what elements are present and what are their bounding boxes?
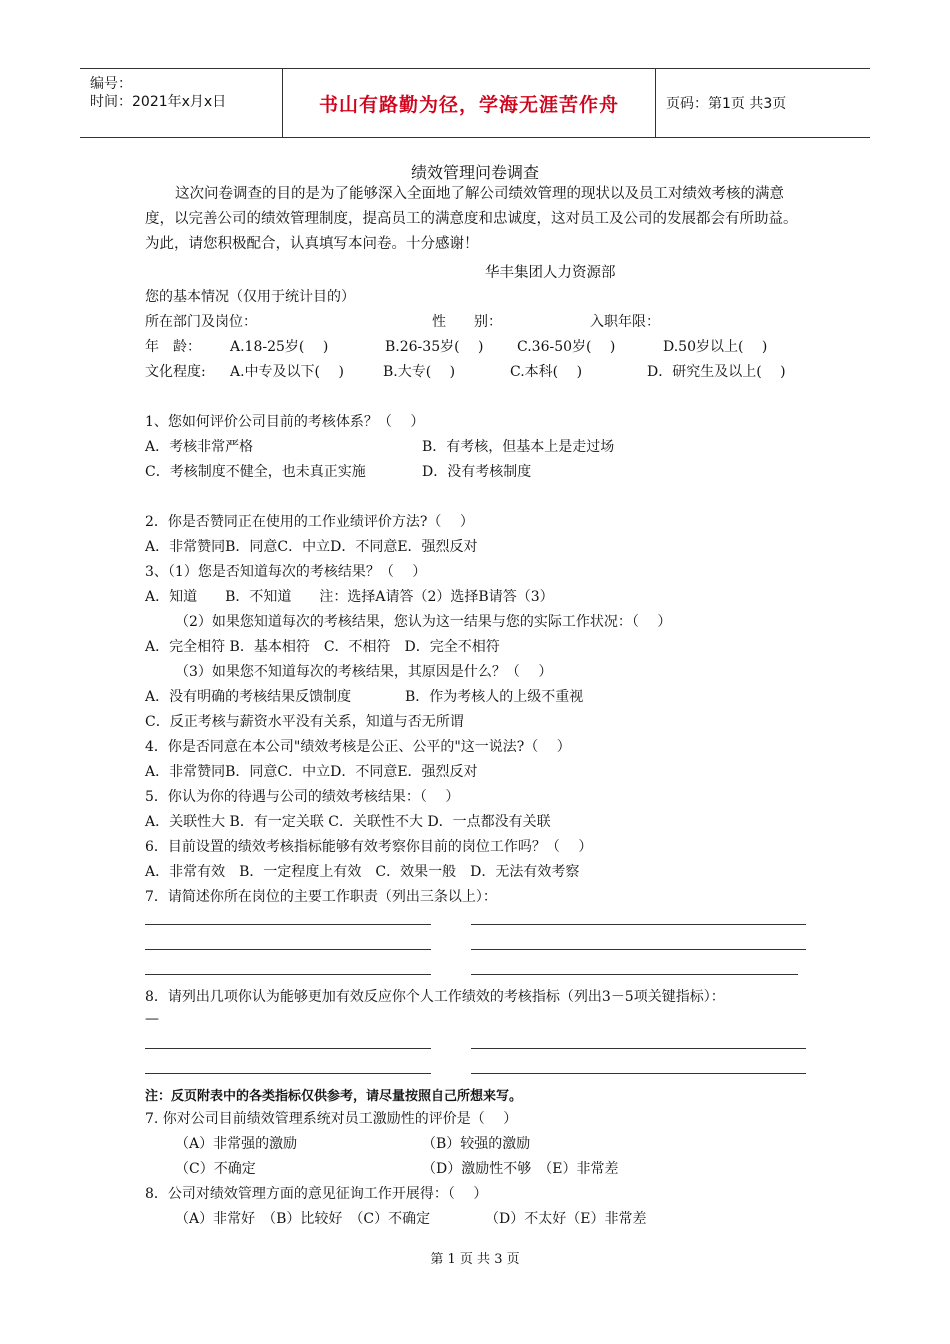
answer-line[interactable] <box>471 1073 806 1074</box>
document-title: 绩效管理问卷调查 <box>410 163 539 182</box>
doc-date-label: 时间：2021年x月x日 <box>90 94 227 110</box>
dept-field-label: 所在部门及岗位： <box>145 314 257 330</box>
question-3: 3、（1）您是否知道每次的考核结果？（ ） <box>145 564 427 580</box>
question-6: 6．目前设置的绩效考核指标能够有效考察你目前的岗位工作吗？（ ） <box>145 839 593 855</box>
age-label: 年 龄： <box>145 339 201 355</box>
answer-line[interactable] <box>471 974 798 975</box>
question-2: 2．你是否赞同正在使用的工作业绩评价方法?（ ） <box>145 514 474 530</box>
basic-info-heading: 您的基本情况（仅用于统计目的） <box>145 289 355 305</box>
q5-options: A．关联性大 B．有一定关联 C．关联性不大 D．一点都没有关联 <box>145 814 551 830</box>
answer-line[interactable] <box>145 974 431 975</box>
q3-sub-2-options: A．完全相符 B．基本相符 C．不相符 D．完全不相符 <box>145 639 500 655</box>
header-left <box>80 69 283 137</box>
question-7-incentive: 7. 你对公司目前绩效管理系统对员工激励性的评价是（ ） <box>145 1111 518 1127</box>
q8b-options: （A）非常好 （B）比较好 （C）不确定 <box>175 1211 431 1227</box>
answer-line[interactable] <box>145 949 431 950</box>
doc-number-label: 编号： <box>90 76 132 92</box>
page-footer: 第 1 页 共 3 页 <box>430 1252 520 1267</box>
education-option-a: A.中专及以下( ) <box>230 364 344 380</box>
question-5: 5．你认为你的待遇与公司的绩效考核结果：（ ） <box>145 789 460 805</box>
answer-line[interactable] <box>471 1048 806 1049</box>
education-option-c: C.本科( ) <box>510 364 583 380</box>
header-motto-cell <box>283 69 656 137</box>
q7b-option-c: （C）不确定 <box>175 1161 256 1177</box>
answer-line[interactable] <box>145 924 431 925</box>
question-8-indicators: 8．请列出几项你认为能够更加有效反应你个人工作绩效的考核指标（列出3－5项关键指标）： <box>145 989 725 1005</box>
q8-dash: — <box>145 1011 159 1027</box>
q6-options: A．非常有效 B．一定程度上有效 C．效果一般 D．无法有效考察 <box>145 864 580 880</box>
education-option-b: B.大专( ) <box>383 364 456 380</box>
intro-paragraph: 这次问卷调查的目的是为了能够深入全面地了解公司绩效管理的现状以及员工对绩效考核的满意度，以完善公司的绩效管理制度，提高员工的满意度和忠诚度，这对员工及公司的发展都会有所助益。为此，请您积极配合，认真填写本问卷。十分感谢！ <box>145 186 798 252</box>
answer-line[interactable] <box>471 949 806 950</box>
q7b-option-d-e: （D）激励性不够 （E）非常差 <box>422 1161 619 1177</box>
q3-sub-3-option-b: B．作为考核人的上级不重视 <box>405 689 584 705</box>
q1-option-d: D．没有考核制度 <box>422 464 532 480</box>
q3-sub-2: （2）如果您知道每次的考核结果，您认为这一结果与您的实际工作状况：（ ） <box>175 614 672 630</box>
question-7-duties: 7．请简述你所在岗位的主要工作职责（列出三条以上）： <box>145 889 497 905</box>
q3-sub-3-option-a: A．没有明确的考核结果反馈制度 <box>145 689 352 705</box>
question-4: 4．你是否同意在本公司"绩效考核是公正、公平的"这一说法?（ ） <box>145 739 571 755</box>
age-option-c: C.36-50岁( ) <box>517 339 616 355</box>
gender-field-label: 性 别： <box>432 314 502 330</box>
q1-option-b: B．有考核，但基本上是走过场 <box>422 439 615 455</box>
education-label: 文化程度: <box>145 364 206 380</box>
header-right <box>656 69 870 137</box>
education-option-d: D．研究生及以上( ) <box>647 364 786 380</box>
reference-note: 注：反页附表中的各类指标仅供参考，请尽量按照自己所想来写。 <box>145 1089 523 1104</box>
q3-sub-3-option-c: C．反正考核与薪资水平没有关系，知道与否无所谓 <box>145 714 464 730</box>
q8b-options-2: （D）不太好（E）非常差 <box>485 1211 647 1227</box>
q4-options: A．非常赞同B．同意C．中立D．不同意E．强烈反对 <box>145 764 478 780</box>
age-option-d: D.50岁以上( ) <box>663 339 768 355</box>
page-header <box>80 68 870 138</box>
signature: 华丰集团人力资源部 <box>485 265 616 281</box>
age-option-b: B.26-35岁( ) <box>385 339 484 355</box>
q3-options: A．知道 B．不知道 注：选择A请答（2）选择B请答（3） <box>145 589 554 605</box>
q3-sub-3: （3）如果您不知道每次的考核结果，其原因是什么？（ ） <box>175 664 553 680</box>
question-1: 1、您如何评价公司目前的考核体系？（ ） <box>145 414 425 430</box>
header-motto: 书山有路勤为径，学海无涯苦作舟 <box>318 93 619 116</box>
q7b-option-b: （B）较强的激励 <box>422 1136 531 1152</box>
answer-line[interactable] <box>145 1048 431 1049</box>
q7b-option-a: （A）非常强的激励 <box>175 1136 298 1152</box>
age-option-a: A.18-25岁( ) <box>230 339 329 355</box>
answer-line[interactable] <box>471 924 806 925</box>
q2-options: A．非常赞同B．同意C．中立D．不同意E．强烈反对 <box>145 539 478 555</box>
tenure-field-label: 入职年限： <box>590 314 660 330</box>
question-8-feedback: 8．公司对绩效管理方面的意见征询工作开展得：（ ） <box>145 1186 488 1202</box>
q1-option-a: A．考核非常严格 <box>145 439 254 455</box>
answer-line[interactable] <box>145 1073 431 1074</box>
page-number-label: 页码：第1页 共3页 <box>666 96 787 112</box>
q1-option-c: C．考核制度不健全，也未真正实施 <box>145 464 366 480</box>
